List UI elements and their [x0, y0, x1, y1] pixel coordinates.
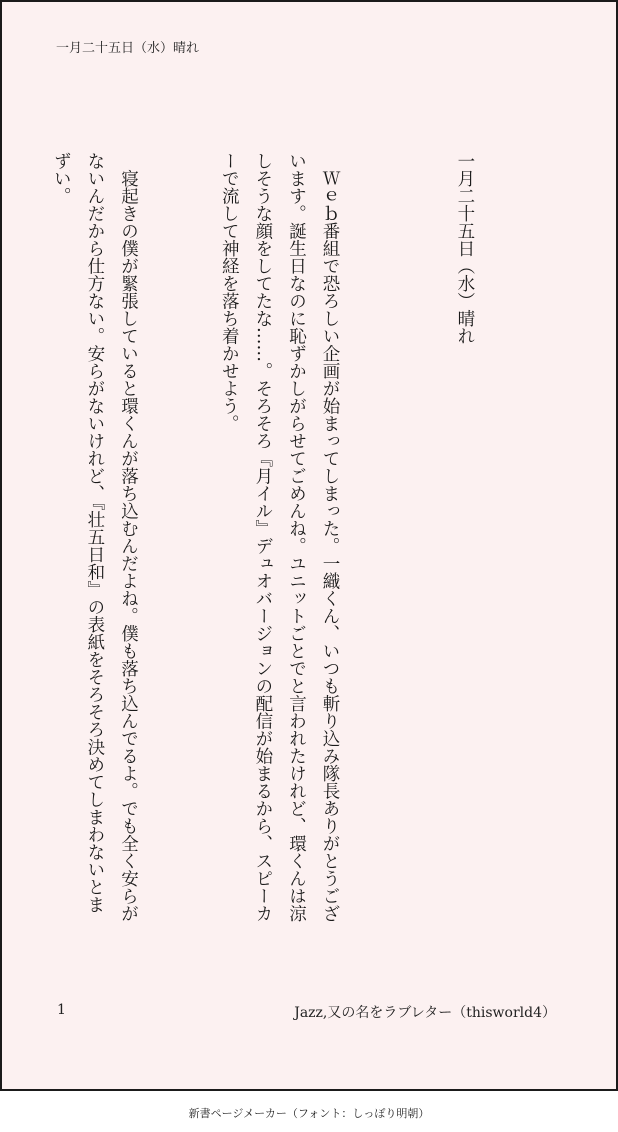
vertical-body-text [0, 152, 548, 922]
page-maker-caption: 新書ページメーカー（フォント：しっぽり明朝） [188, 1107, 430, 1120]
paragraph: Ｗｅｂ番組で恐ろしい企画が始まってしまった。一織くん、いつも斬り込み隊長ありがとうございます。誕生日なのに恥ずかしがらせてごめんね。ユニットごとでと言われたけれど、環くんは涼しそうな顔をしてたな……。そろそろ『月イル』デュオバージョンの配信が始まるから、スピーカーで流して神経を落ち着かせよう。 [219, 152, 341, 922]
paragraph: 寝起きの僕が緊張していると環くんが落ち込むんだよね。僕も落ち込んでるよ。でも全く安らがないんだから仕方ない。安らがないけれど、『壮五日和』の表紙をそろそろ決めてしまわないとまずい。 [51, 152, 139, 922]
work-credit: Jazz,又の名をラブレター（thisworld4） [294, 1005, 556, 1021]
page-number: 1 [57, 1002, 66, 1018]
running-header: 一月二十五日（水）晴れ [56, 41, 200, 56]
entry-title: 一月二十五日（水）晴れ [454, 152, 475, 345]
